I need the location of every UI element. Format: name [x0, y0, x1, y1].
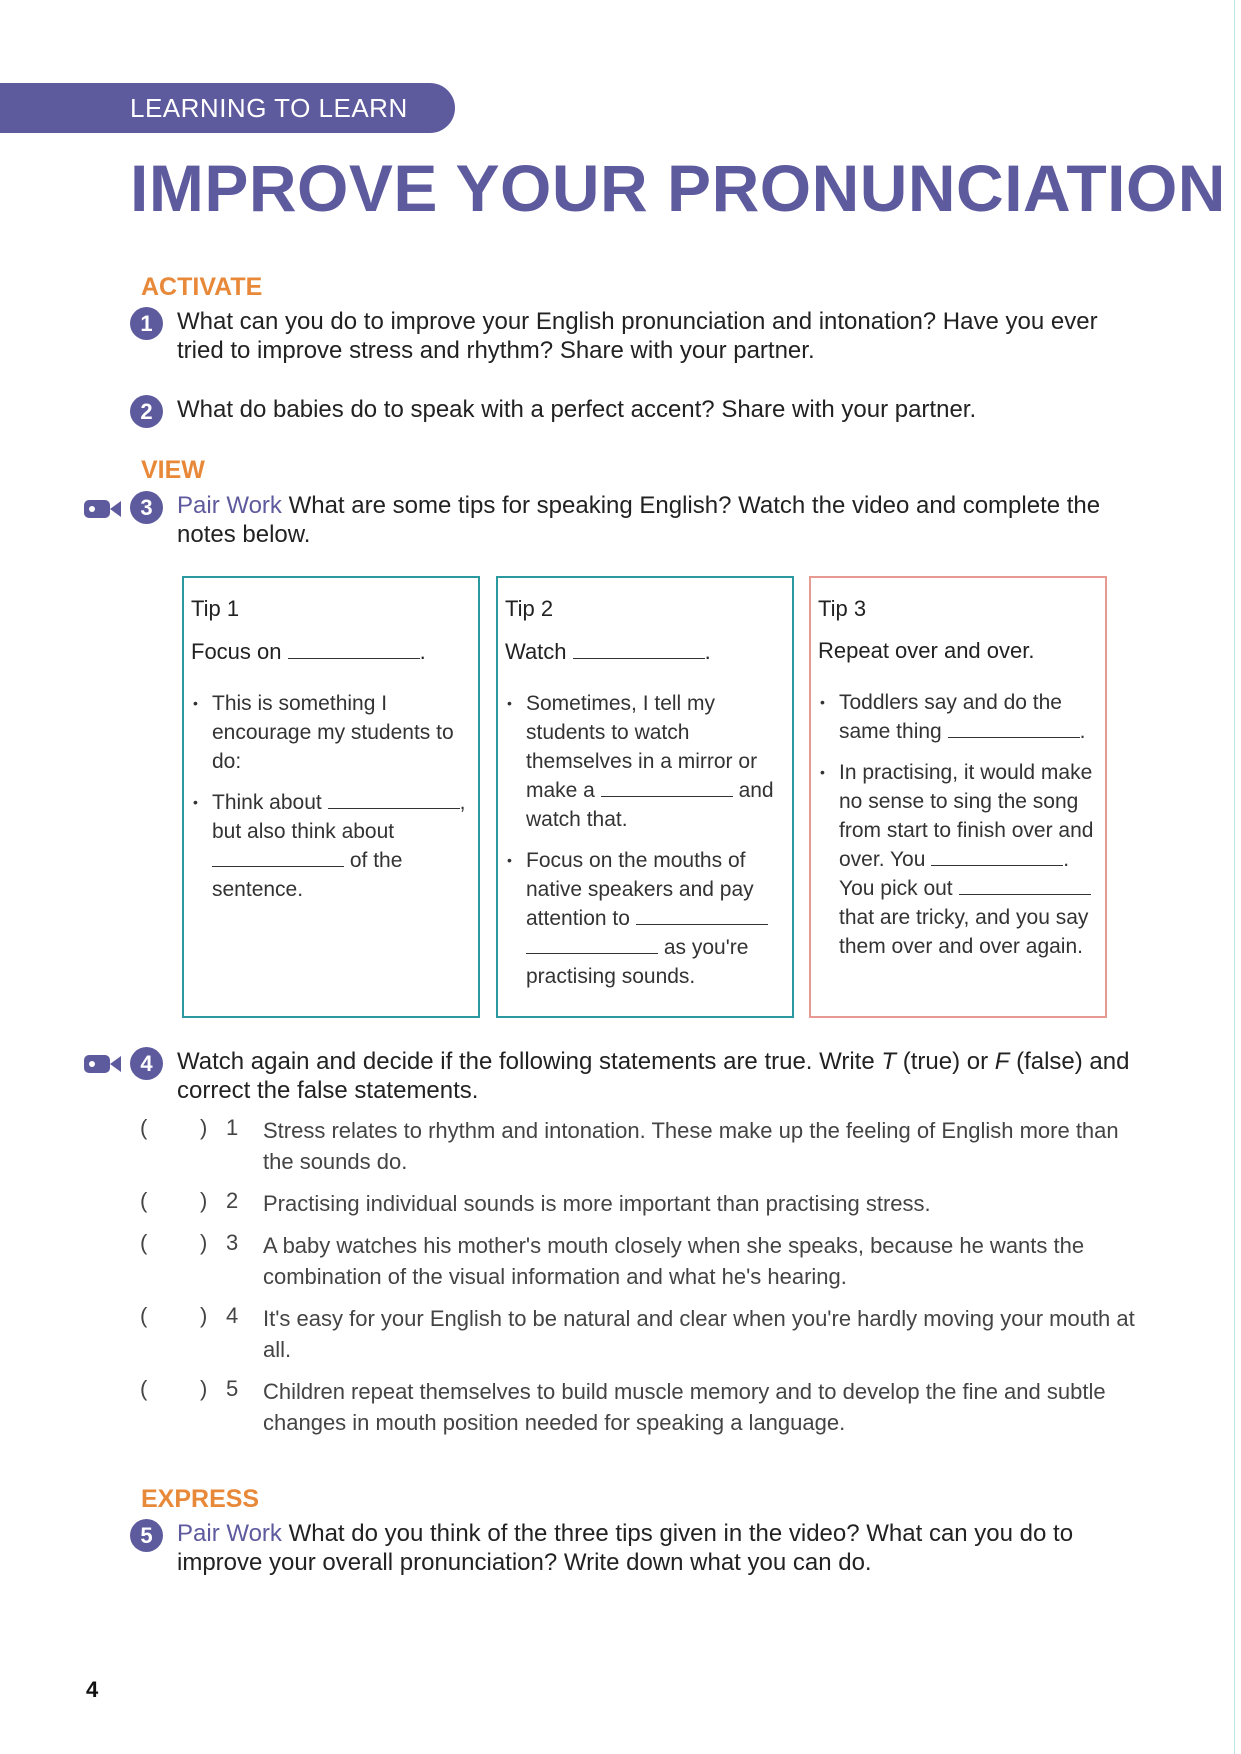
view-heading: VIEW: [141, 456, 205, 484]
page-edge-line: [1234, 0, 1235, 1754]
tip-lead: Focus on .: [191, 639, 426, 664]
statement-item: [140, 1303, 1140, 1365]
question-number-badge: 1: [130, 307, 163, 340]
tip-bullet: • Focus on the mouths of native speakers and pay attention to as you're practising sounds.: [505, 846, 785, 991]
section-label-tab: [0, 83, 455, 133]
tip-box-2: [496, 576, 794, 1018]
statement-number: 5: [226, 1376, 239, 1401]
answer-blank[interactable]: [212, 846, 344, 867]
tip-bullet-list: [191, 689, 471, 904]
question-number-badge: 3: [130, 491, 163, 524]
question-text: What can you do to improve your English pronunciation and intonation? Have you ever tried to improve stress and rhythm? Share with your partner.: [177, 308, 1098, 364]
express-heading: EXPRESS: [141, 1485, 260, 1513]
question-3: [130, 491, 1130, 549]
tip-title: Tip 2: [505, 596, 554, 621]
statement-text: Practising individual sounds is more important than practising stress.: [263, 1191, 931, 1216]
tip-title: Tip 1: [191, 596, 240, 621]
statement-number: 4: [226, 1303, 239, 1328]
pair-work-label: Pair Work: [177, 1520, 282, 1547]
tip-bullet: • Think about , but also think about of the sentence.: [191, 788, 471, 904]
statement-item: [140, 1188, 1140, 1219]
answer-bracket-close: ): [200, 1303, 208, 1328]
tip-box-1: [182, 576, 480, 1018]
question-body: What do you think of the three tips given in the video? What can you do to improve your overall pronunciation? Write down what you can do.: [177, 1520, 1074, 1576]
video-camera-icon: [83, 1051, 123, 1077]
statement-text: Stress relates to rhythm and intonation. These make up the feeling of English more than the sounds do.: [263, 1118, 1119, 1174]
tip-bullet-list: [818, 688, 1098, 961]
activate-heading: ACTIVATE: [141, 273, 263, 301]
statement-list: [140, 1115, 1140, 1449]
question-body: What are some tips for speaking English? Watch the video and complete the notes below.: [177, 492, 1101, 548]
question-4: [130, 1047, 1130, 1105]
tip-bullet: • This is something I encourage my students to do:: [191, 689, 471, 776]
tip-bullet: • Toddlers say and do the same thing .: [818, 688, 1098, 746]
statement-number: 2: [226, 1188, 239, 1213]
tip-lead: Repeat over and over.: [818, 638, 1035, 663]
answer-blank[interactable]: [573, 638, 705, 659]
statement-item: [140, 1115, 1140, 1177]
question-number-badge: 5: [130, 1519, 163, 1552]
statement-item: [140, 1376, 1140, 1438]
video-camera-icon: [83, 496, 123, 522]
answer-bracket-close: ): [200, 1188, 208, 1213]
question-5: [130, 1519, 1130, 1577]
tip-bullet-list: [505, 689, 785, 991]
question-1: [130, 307, 1130, 365]
answer-bracket-open[interactable]: (: [140, 1115, 148, 1140]
answer-bracket-close: ): [200, 1230, 208, 1255]
page-number: 4: [86, 1677, 99, 1702]
tip-box-3: [809, 576, 1107, 1018]
pair-work-label: Pair Work: [177, 492, 282, 519]
answer-bracket-open[interactable]: (: [140, 1188, 148, 1213]
statement-number: 3: [226, 1230, 239, 1255]
statement-text: A baby watches his mother's mouth closely when she speaks, because he wants the combination of the visual information and what he's hearing.: [263, 1233, 1085, 1289]
question-text: Watch again and decide if the following statements are true. Write T (true) or F (false) and correct the false statements.: [177, 1048, 1130, 1104]
answer-blank[interactable]: [601, 776, 733, 797]
tip-title: Tip 3: [818, 596, 867, 621]
answer-blank[interactable]: [328, 788, 460, 809]
question-text: [177, 491, 1130, 549]
tip-bullet: • Sometimes, I tell my students to watch themselves in a mirror or make a and watch that.: [505, 689, 785, 834]
answer-blank[interactable]: [288, 638, 420, 659]
question-number-badge: 4: [130, 1047, 163, 1080]
question-number-badge: 2: [130, 395, 163, 428]
tip-lead: Watch .: [505, 639, 711, 664]
question-text: [177, 1519, 1130, 1577]
answer-blank[interactable]: [636, 904, 768, 925]
answer-bracket-open[interactable]: (: [140, 1230, 148, 1255]
statement-number: 1: [226, 1115, 239, 1140]
question-2: [130, 395, 1130, 424]
statement-item: [140, 1230, 1140, 1292]
answer-blank[interactable]: [959, 874, 1091, 895]
answer-bracket-close: ): [200, 1376, 208, 1401]
answer-blank[interactable]: [931, 845, 1063, 866]
answer-bracket-open[interactable]: (: [140, 1376, 148, 1401]
statement-text: Children repeat themselves to build muscle memory and to develop the fine and subtle changes in mouth position needed for speaking a language.: [263, 1379, 1106, 1435]
question-text: What do babies do to speak with a perfect accent? Share with your partner.: [177, 396, 977, 423]
answer-blank[interactable]: [526, 933, 658, 954]
section-label: LEARNING TO LEARN: [130, 93, 408, 123]
answer-blank[interactable]: [948, 717, 1080, 738]
page-title: IMPROVE YOUR PRONUNCIATION: [130, 151, 1226, 225]
tip-bullet: • In practising, it would make no sense to sing the song from start to finish over and over. You . You pick out that are tricky, and you say them over and over again.: [818, 758, 1098, 961]
answer-bracket-close: ): [200, 1115, 208, 1140]
statement-text: It's easy for your English to be natural and clear when you're hardly moving your mouth at all.: [263, 1306, 1135, 1362]
answer-bracket-open[interactable]: (: [140, 1303, 148, 1328]
